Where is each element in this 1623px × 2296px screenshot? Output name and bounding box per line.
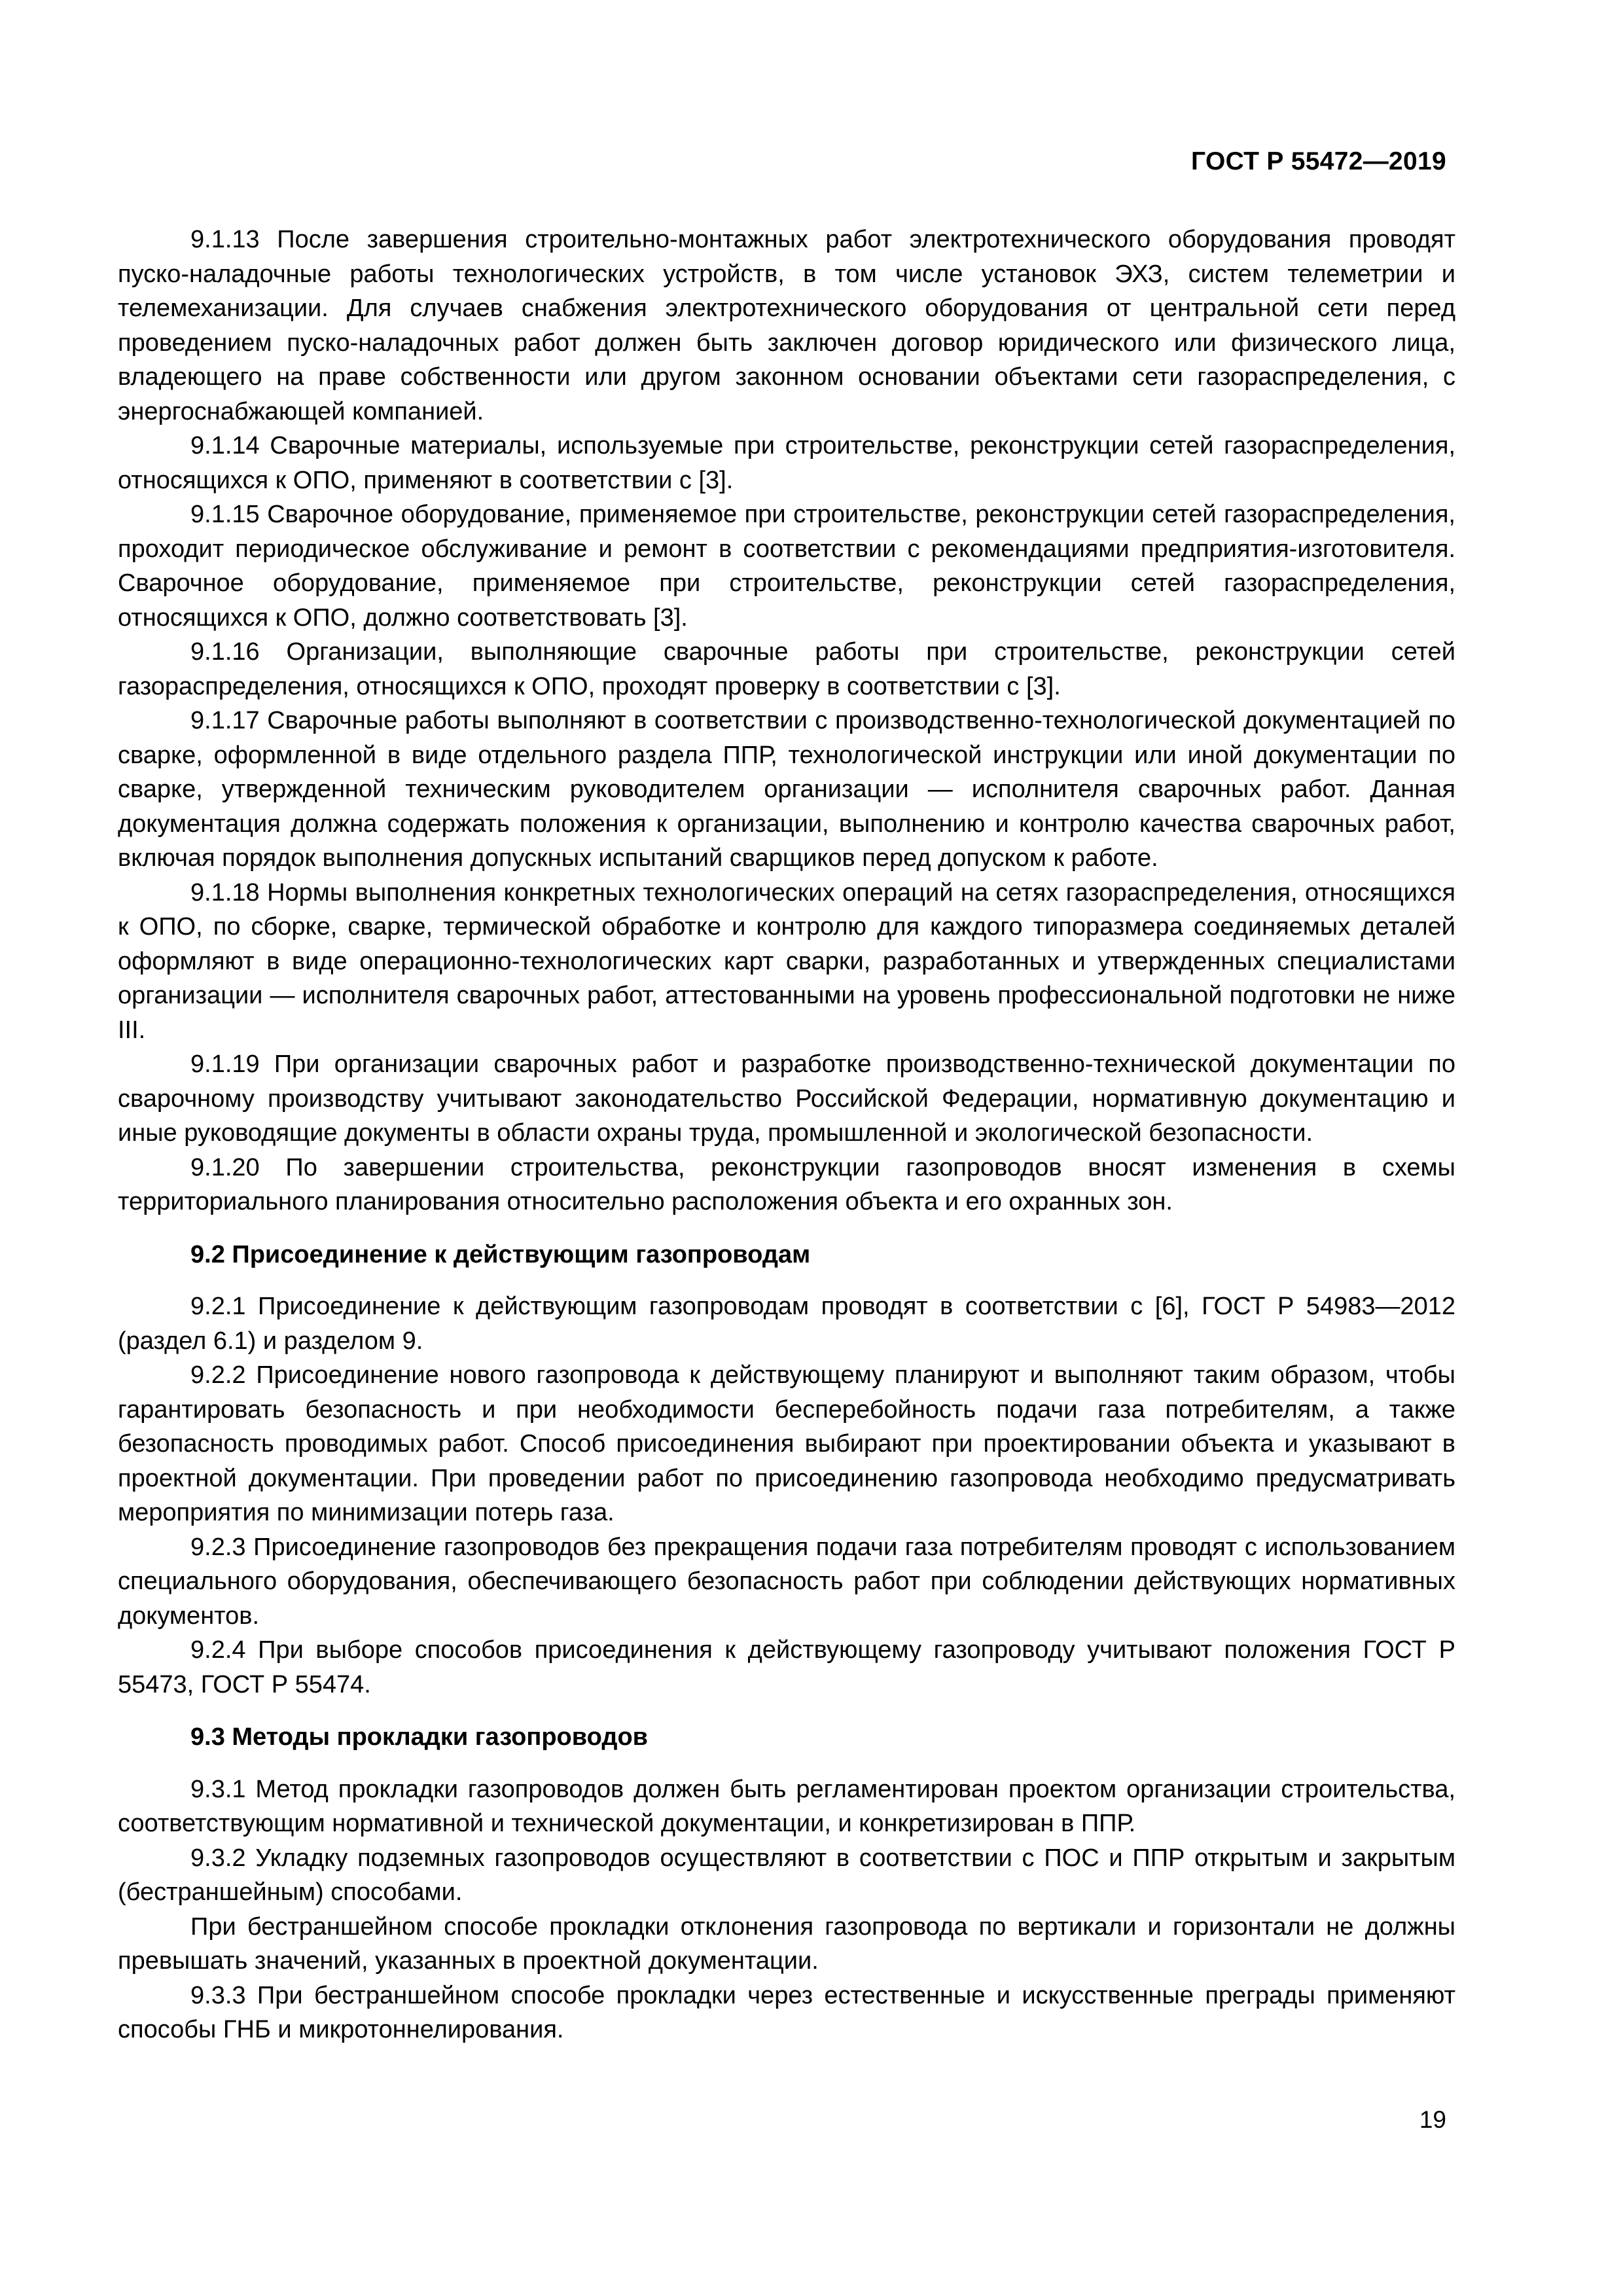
paragraph-9-2-1: 9.2.1 Присоединение к действующим газопроводам проводят в соответствии с [6], ГОСТ Р 54983—2012 (раздел 6.1) и разделом 9.: [118, 1293, 1455, 1355]
section-heading-9-2: 9.2 Присоединение к действующим газопроводам: [190, 1240, 811, 1268]
paragraph-9-2-4: 9.2.4 При выборе способов присоединения к действующему газопроводу учитывают положения ГОСТ Р 55473, ГОСТ Р 55474.: [118, 1636, 1455, 1698]
paragraph-9-3-2: 9.3.2 Укладку подземных газопроводов осуществляют в соответствии с ПОС и ППР открытым и закрытым (бестраншейным) способами.: [118, 1844, 1455, 1906]
paragraph-9-1-15: 9.1.15 Сварочное оборудование, применяемое при строительстве, реконструкции сетей газораспределения, проходит периодическое обслуживание и ремонт в соответствии с рекомендациями предприятия-изготовителя. Сварочное оборудование, применяемое при строительстве, реконструкции сетей газораспределения, относящихся к ОПО, должно соответствовать [3].: [118, 501, 1455, 632]
paragraph-9-1-14: 9.1.14 Сварочные материалы, используемые при строительстве, реконструкции сетей газораспределения, относящихся к ОПО, применяют в соответствии с [3].: [118, 432, 1455, 494]
paragraph-9-1-13: 9.1.13 После завершения строительно-монтажных работ электротехнического оборудования проводят пуско-наладочные работы технологических устройств, в том числе установок ЭХЗ, систем телеметрии и телемеханизации. Для случаев снабжения электротехнического оборудования от центральной сети перед проведением пуско-наладочных работ должен быть заключен договор юридического или физического лица, владеющего на праве собственности или другом законном основании объектами сети газораспределения, с энергоснабжающей компанией.: [118, 226, 1455, 425]
paragraph-9-3-1: 9.3.1 Метод прокладки газопроводов должен быть регламентирован проектом организации строительства, соответствующим нормативной и технической документации, и конкретизирован в ППР.: [118, 1775, 1455, 1837]
paragraph-9-1-20: 9.1.20 По завершении строительства, реконструкции газопроводов вносят изменения в схемы территориального планирования относительно расположения объекта и его охранных зон.: [118, 1153, 1455, 1215]
section-heading-9-3: 9.3 Методы прокладки газопроводов: [190, 1723, 649, 1751]
document-body: [118, 223, 1455, 2047]
paragraph-9-1-17: 9.1.17 Сварочные работы выполняют в соответствии с производственно-технологической документацией по сварке, оформленной в виде отдельного раздела ППР, технологической инструкции или иной документации по сварке, утвержденной техническим руководителем организации — исполнителя сварочных работ. Данная документация должна содержать положения к организации, выполнению и контролю качества сварочных работ, включая порядок выполнения допускных испытаний сварщиков перед допуском к работе.: [118, 707, 1455, 872]
paragraph-9-2-2: 9.2.2 Присоединение нового газопровода к действующему планируют и выполняют таким образом, чтобы гарантировать безопасность и при необходимости бесперебойность подачи газа потребителям, а также безопасность проводимых работ. Способ присоединения выбирают при проектировании объекта и указывают в проектной документации. При проведении работ по присоединению газопровода необходимо предусматривать мероприятия по минимизации потерь газа.: [118, 1361, 1455, 1526]
paragraph-9-3-2-continuation: При бестраншейном способе прокладки отклонения газопровода по вертикали и горизонтали не должны превышать значений, указанных в проектной документации.: [118, 1912, 1455, 1975]
paragraph-9-2-3: 9.2.3 Присоединение газопроводов без прекращения подачи газа потребителям проводят с использованием специального оборудования, обеспечивающего безопасность работ при соблюдении действующих нормативных документов.: [118, 1533, 1455, 1630]
paragraph-9-1-16: 9.1.16 Организации, выполняющие сварочные работы при строительстве, реконструкции сетей газораспределения, относящихся к ОПО, проходят проверку в соответствии с [3].: [118, 638, 1455, 700]
paragraph-9-3-3: 9.3.3 При бестраншейном способе прокладки через естественные и искусственные преграды применяют способы ГНБ и микротоннелирования.: [118, 1981, 1455, 2043]
page-number: 19: [1419, 2106, 1446, 2133]
paragraph-9-1-19: 9.1.19 При организации сварочных работ и разработке производственно-технической документации по сварочному производству учитывают законодательство Российской Федерации, нормативную документацию и иные руководящие документы в области охраны труда, промышленной и экологической безопасности.: [118, 1050, 1455, 1147]
paragraph-9-1-18: 9.1.18 Нормы выполнения конкретных технологических операций на сетях газораспределения, относящихся к ОПО, по сборке, сварке, термической обработке и контролю для каждого типоразмера соединяемых деталей оформляют в виде операционно-технологических карт сварки, разработанных и утвержденных специалистами организации — исполнителя сварочных работ, аттестованными на уровень профессиональной подготовки не ниже III.: [118, 878, 1455, 1044]
document-code: ГОСТ Р 55472—2019: [1191, 147, 1446, 175]
